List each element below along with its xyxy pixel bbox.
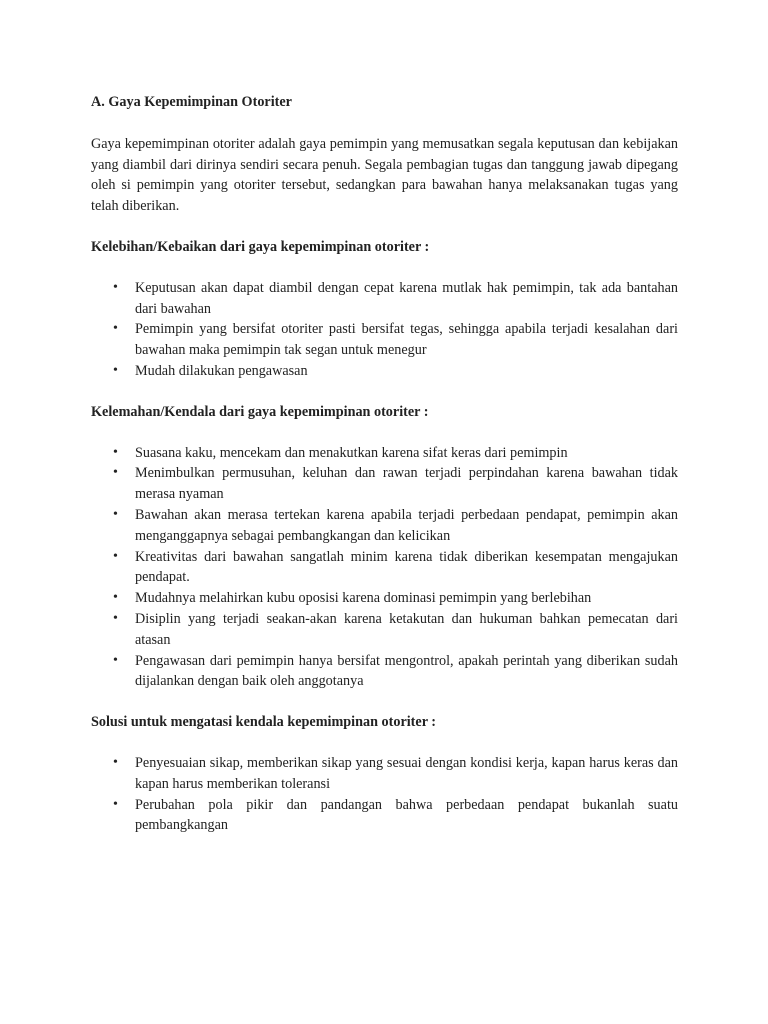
- bullet-icon: •: [113, 506, 118, 522]
- section-heading: Solusi untuk mengatasi kendala kepemimpinan otoriter :: [91, 714, 437, 731]
- bullet-icon: •: [113, 754, 118, 770]
- list-item: [91, 588, 678, 609]
- list-item-text: Perubahan pola pikir dan pandangan bahwa perbedaan pendapat bukanlah suatu pembangkangan: [135, 796, 678, 834]
- list-item-text: Mudah dilakukan pengawasan: [135, 362, 308, 379]
- document-title: A. Gaya Kepemimpinan Otoriter: [91, 94, 292, 110]
- list-item-text: Bawahan akan merasa tertekan karena apabila terjadi perbedaan pendapat, pemimpin akan menganggapnya sebagai pembangkangan dan kelicikan: [135, 506, 678, 544]
- bullet-list: [91, 443, 678, 693]
- bullet-list: [91, 753, 678, 836]
- list-item: [91, 609, 678, 651]
- list-item-text: Disiplin yang terjadi seakan-akan karena ketakutan dan hukuman bahkan pemecatan dari atasan: [135, 610, 678, 648]
- bullet-icon: •: [113, 610, 118, 626]
- sections-container: [91, 217, 678, 836]
- list-item-text: Mudahnya melahirkan kubu oposisi karena dominasi pemimpin yang berlebihan: [135, 590, 592, 607]
- list-item: [91, 753, 678, 795]
- document-page: [91, 92, 678, 836]
- bullet-icon: •: [113, 444, 118, 460]
- section-heading: Kelebihan/Kebaikan dari gaya kepemimpinan otoriter :: [91, 238, 430, 255]
- list-item-text: Penyesuaian sikap, memberikan sikap yang sesuai dengan kondisi kerja, kapan harus keras dan kapan harus memberikan toleransi: [135, 754, 678, 792]
- bullet-icon: •: [113, 321, 118, 337]
- intro-paragraph: Gaya kepemimpinan otoriter adalah gaya pemimpin yang memusatkan segala keputusan dan kebijakan yang diambil dari dirinya sendiri secara penuh. Segala pembagian tugas dan tanggung jawab dipegang oleh si pemimpin yang otoriter tersebut, sedangkan para bawahan hanya melaksanakan tugas yang telah diberikan.: [91, 135, 678, 215]
- bullet-icon: •: [113, 590, 118, 606]
- list-item-text: Menimbulkan permusuhan, keluhan dan rawan terjadi perpindahan karena bawahan tidak merasa nyaman: [135, 465, 678, 503]
- list-item: [91, 443, 678, 464]
- bullet-list: [91, 278, 678, 382]
- bullet-icon: •: [113, 362, 118, 378]
- list-item: [91, 278, 678, 320]
- list-item-text: Pemimpin yang bersifat otoriter pasti bersifat tegas, sehingga apabila terjadi kesalahan dari bawahan maka pemimpin tak segan untuk menegur: [135, 321, 678, 359]
- bullet-icon: •: [113, 548, 118, 564]
- bullet-icon: •: [113, 652, 118, 668]
- bullet-icon: •: [113, 279, 118, 295]
- list-item: [91, 547, 678, 589]
- bullet-icon: •: [113, 796, 118, 812]
- bullet-icon: •: [113, 465, 118, 481]
- list-item-text: Pengawasan dari pemimpin hanya bersifat mengontrol, apakah perintah yang diberikan sudah dijalankan dengan baik oleh anggotanya: [135, 652, 678, 690]
- list-item-text: Keputusan akan dapat diambil dengan cepat karena mutlak hak pemimpin, tak ada bantahan dari bawahan: [135, 279, 678, 317]
- list-item: [91, 651, 678, 693]
- list-item: [91, 463, 678, 505]
- list-item: [91, 505, 678, 547]
- section-heading: Kelemahan/Kendala dari gaya kepemimpinan otoriter :: [91, 403, 429, 420]
- list-item-text: Suasana kaku, mencekam dan menakutkan karena sifat keras dari pemimpin: [135, 444, 568, 461]
- list-item: [91, 795, 678, 837]
- list-item-text: Kreativitas dari bawahan sangatlah minim karena tidak diberikan kesempatan mengajukan pendapat.: [135, 548, 678, 586]
- list-item: [91, 361, 678, 382]
- list-item: [91, 319, 678, 361]
